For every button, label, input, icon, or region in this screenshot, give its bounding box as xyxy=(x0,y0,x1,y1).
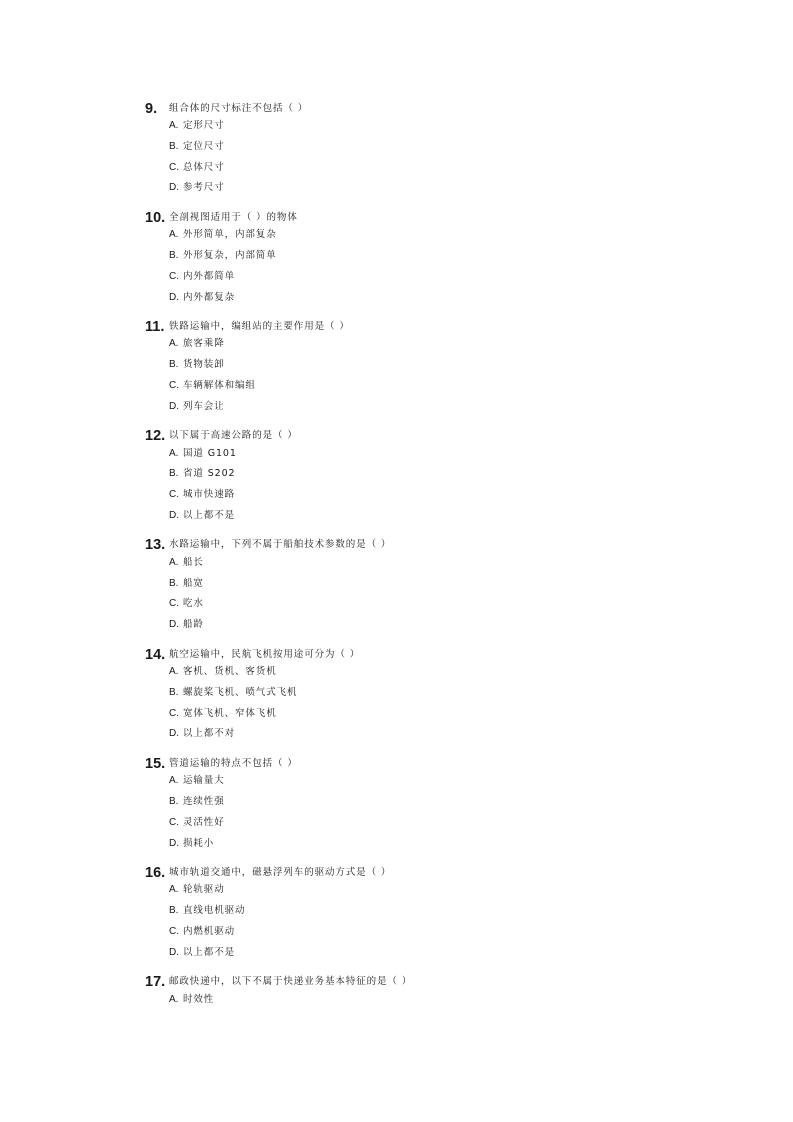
option-text: 总体尺寸 xyxy=(183,161,225,173)
option-letter: C. xyxy=(169,161,179,173)
question-stem xyxy=(145,535,391,555)
option-letter: B. xyxy=(169,249,179,261)
answer-option xyxy=(169,248,277,264)
option-letter: B. xyxy=(169,468,179,480)
answer-option xyxy=(169,815,225,831)
question-item xyxy=(145,535,705,635)
option-text: 省道 S202 xyxy=(183,468,236,480)
option-text: 螺旋桨飞机、喷气式飞机 xyxy=(183,686,298,698)
answer-option xyxy=(169,773,225,789)
option-text: 客机、货机、客货机 xyxy=(183,666,277,677)
option-letter: B. xyxy=(169,577,179,589)
option-letter: A. xyxy=(169,884,179,896)
question-number: 9. xyxy=(145,100,158,117)
option-letter: A. xyxy=(169,447,179,459)
question-stem xyxy=(145,98,308,118)
option-text: 国道 G101 xyxy=(183,447,237,459)
question-number: 15. xyxy=(145,755,166,772)
option-text: 船龄 xyxy=(183,619,204,631)
option-text: 定形尺寸 xyxy=(183,120,225,131)
option-letter: B. xyxy=(169,795,179,807)
option-text: 以上都不是 xyxy=(183,946,236,958)
option-letter: D. xyxy=(169,509,179,521)
option-letter: B. xyxy=(169,359,179,371)
answer-option xyxy=(169,617,204,633)
question-text: 水路运输中，下列不属于船舶技术参数的是（ ） xyxy=(169,539,392,551)
option-text: 外形复杂，内部简单 xyxy=(183,249,277,261)
option-text: 宽体飞机、窄体飞机 xyxy=(183,707,277,719)
question-text: 航空运输中，民航飞机按用途可分为（ ） xyxy=(169,648,361,660)
question-number: 11. xyxy=(145,318,165,335)
answer-option xyxy=(169,466,235,482)
answer-option xyxy=(169,903,245,919)
answer-option xyxy=(169,726,235,742)
answer-option xyxy=(169,399,225,415)
option-text: 轮轨驱动 xyxy=(183,884,225,896)
option-letter: B. xyxy=(169,686,179,698)
answer-option xyxy=(169,664,277,680)
question-stem xyxy=(145,972,412,992)
option-text: 直线电机驱动 xyxy=(183,905,246,917)
question-stem xyxy=(145,426,298,446)
option-letter: A. xyxy=(169,120,179,131)
question-text: 以下属于高速公路的是（ ） xyxy=(169,430,298,442)
answer-option xyxy=(169,992,214,1008)
option-letter: D. xyxy=(169,400,179,412)
option-letter: D. xyxy=(169,728,179,740)
option-letter: D. xyxy=(169,946,179,958)
question-item xyxy=(145,644,705,744)
option-letter: A. xyxy=(169,556,179,568)
answer-option xyxy=(169,357,225,373)
question-text: 管道运输的特点不包括（ ） xyxy=(169,757,298,769)
option-letter: A. xyxy=(169,338,179,350)
answer-option xyxy=(169,508,235,524)
question-item xyxy=(145,972,705,1072)
option-text: 灵活性好 xyxy=(183,816,225,828)
question-item xyxy=(145,862,705,962)
question-item xyxy=(145,753,705,853)
answer-option xyxy=(169,118,225,134)
question-text: 城市轨道交通中，磁悬浮列车的驱动方式是（ ） xyxy=(169,866,392,878)
question-number: 14. xyxy=(145,646,166,663)
answer-option xyxy=(169,794,225,810)
answer-option xyxy=(169,269,235,285)
question-stem xyxy=(145,644,360,664)
answer-option xyxy=(169,576,204,592)
option-text: 外形简单，内部复杂 xyxy=(183,229,277,241)
answer-option xyxy=(169,555,204,571)
question-text: 全剖视图适用于（ ）的物体 xyxy=(169,211,298,223)
question-item xyxy=(145,316,705,416)
answer-option xyxy=(169,446,237,462)
question-stem xyxy=(145,316,350,336)
question-stem xyxy=(145,207,298,227)
option-text: 列车会让 xyxy=(183,400,225,412)
option-letter: C. xyxy=(169,270,179,282)
question-item xyxy=(145,426,705,526)
question-item xyxy=(145,98,705,198)
answer-option xyxy=(169,836,214,852)
option-letter: C. xyxy=(169,816,179,828)
question-number: 16. xyxy=(145,864,166,881)
answer-option xyxy=(169,139,225,155)
option-text: 定位尺寸 xyxy=(183,140,225,152)
option-letter: C. xyxy=(169,707,179,719)
option-text: 城市快速路 xyxy=(183,489,236,501)
answer-option xyxy=(169,685,297,701)
option-letter: D. xyxy=(169,291,179,303)
option-text: 船长 xyxy=(183,556,204,568)
option-text: 连续性强 xyxy=(183,795,225,807)
question-number: 13. xyxy=(145,537,166,554)
answer-option xyxy=(169,160,225,176)
option-letter: B. xyxy=(169,905,179,917)
answer-option xyxy=(169,487,235,503)
option-text: 运输量大 xyxy=(183,775,225,787)
question-text: 邮政快递中，以下不属于快递业务基本特征的是（ ） xyxy=(169,976,413,988)
option-letter: A. xyxy=(169,666,179,677)
option-text: 车辆解体和编组 xyxy=(183,379,256,391)
option-text: 以上都不对 xyxy=(183,728,236,740)
option-letter: B. xyxy=(169,140,179,152)
answer-option xyxy=(169,596,204,612)
option-letter: D. xyxy=(169,182,179,194)
option-text: 以上都不是 xyxy=(183,509,236,521)
answer-option xyxy=(169,378,256,394)
option-letter: C. xyxy=(169,598,179,610)
answer-option xyxy=(169,945,235,961)
question-number: 12. xyxy=(145,428,166,445)
option-letter: D. xyxy=(169,837,179,849)
option-text: 内外都复杂 xyxy=(183,291,236,303)
answer-option xyxy=(169,882,225,898)
option-letter: C. xyxy=(169,925,179,937)
answer-option xyxy=(169,180,225,196)
option-text: 内外都简单 xyxy=(183,270,236,282)
question-stem xyxy=(145,862,391,882)
answer-option xyxy=(169,924,235,940)
answer-option xyxy=(169,336,225,352)
option-letter: C. xyxy=(169,379,179,391)
question-stem xyxy=(145,753,298,773)
question-item xyxy=(145,207,705,307)
option-text: 船宽 xyxy=(183,577,204,589)
option-text: 货物装卸 xyxy=(183,359,225,371)
question-number: 10. xyxy=(145,209,166,226)
answer-option xyxy=(169,227,277,243)
question-text: 铁路运输中，编组站的主要作用是（ ） xyxy=(169,320,350,332)
option-letter: C. xyxy=(169,489,179,501)
answer-option xyxy=(169,290,235,306)
question-text: 组合体的尺寸标注不包括（ ） xyxy=(169,102,309,114)
answer-option xyxy=(169,706,277,722)
option-text: 内燃机驱动 xyxy=(183,925,236,937)
option-text: 时效性 xyxy=(183,993,215,1005)
option-letter: A. xyxy=(169,993,179,1005)
option-letter: A. xyxy=(169,775,179,787)
question-number: 17. xyxy=(145,974,166,991)
option-text: 吃水 xyxy=(183,598,204,610)
option-letter: A. xyxy=(169,229,179,241)
option-letter: D. xyxy=(169,619,179,631)
option-text: 损耗小 xyxy=(183,837,215,849)
option-text: 参考尺寸 xyxy=(183,182,225,194)
option-text: 旅客乘降 xyxy=(183,338,225,350)
